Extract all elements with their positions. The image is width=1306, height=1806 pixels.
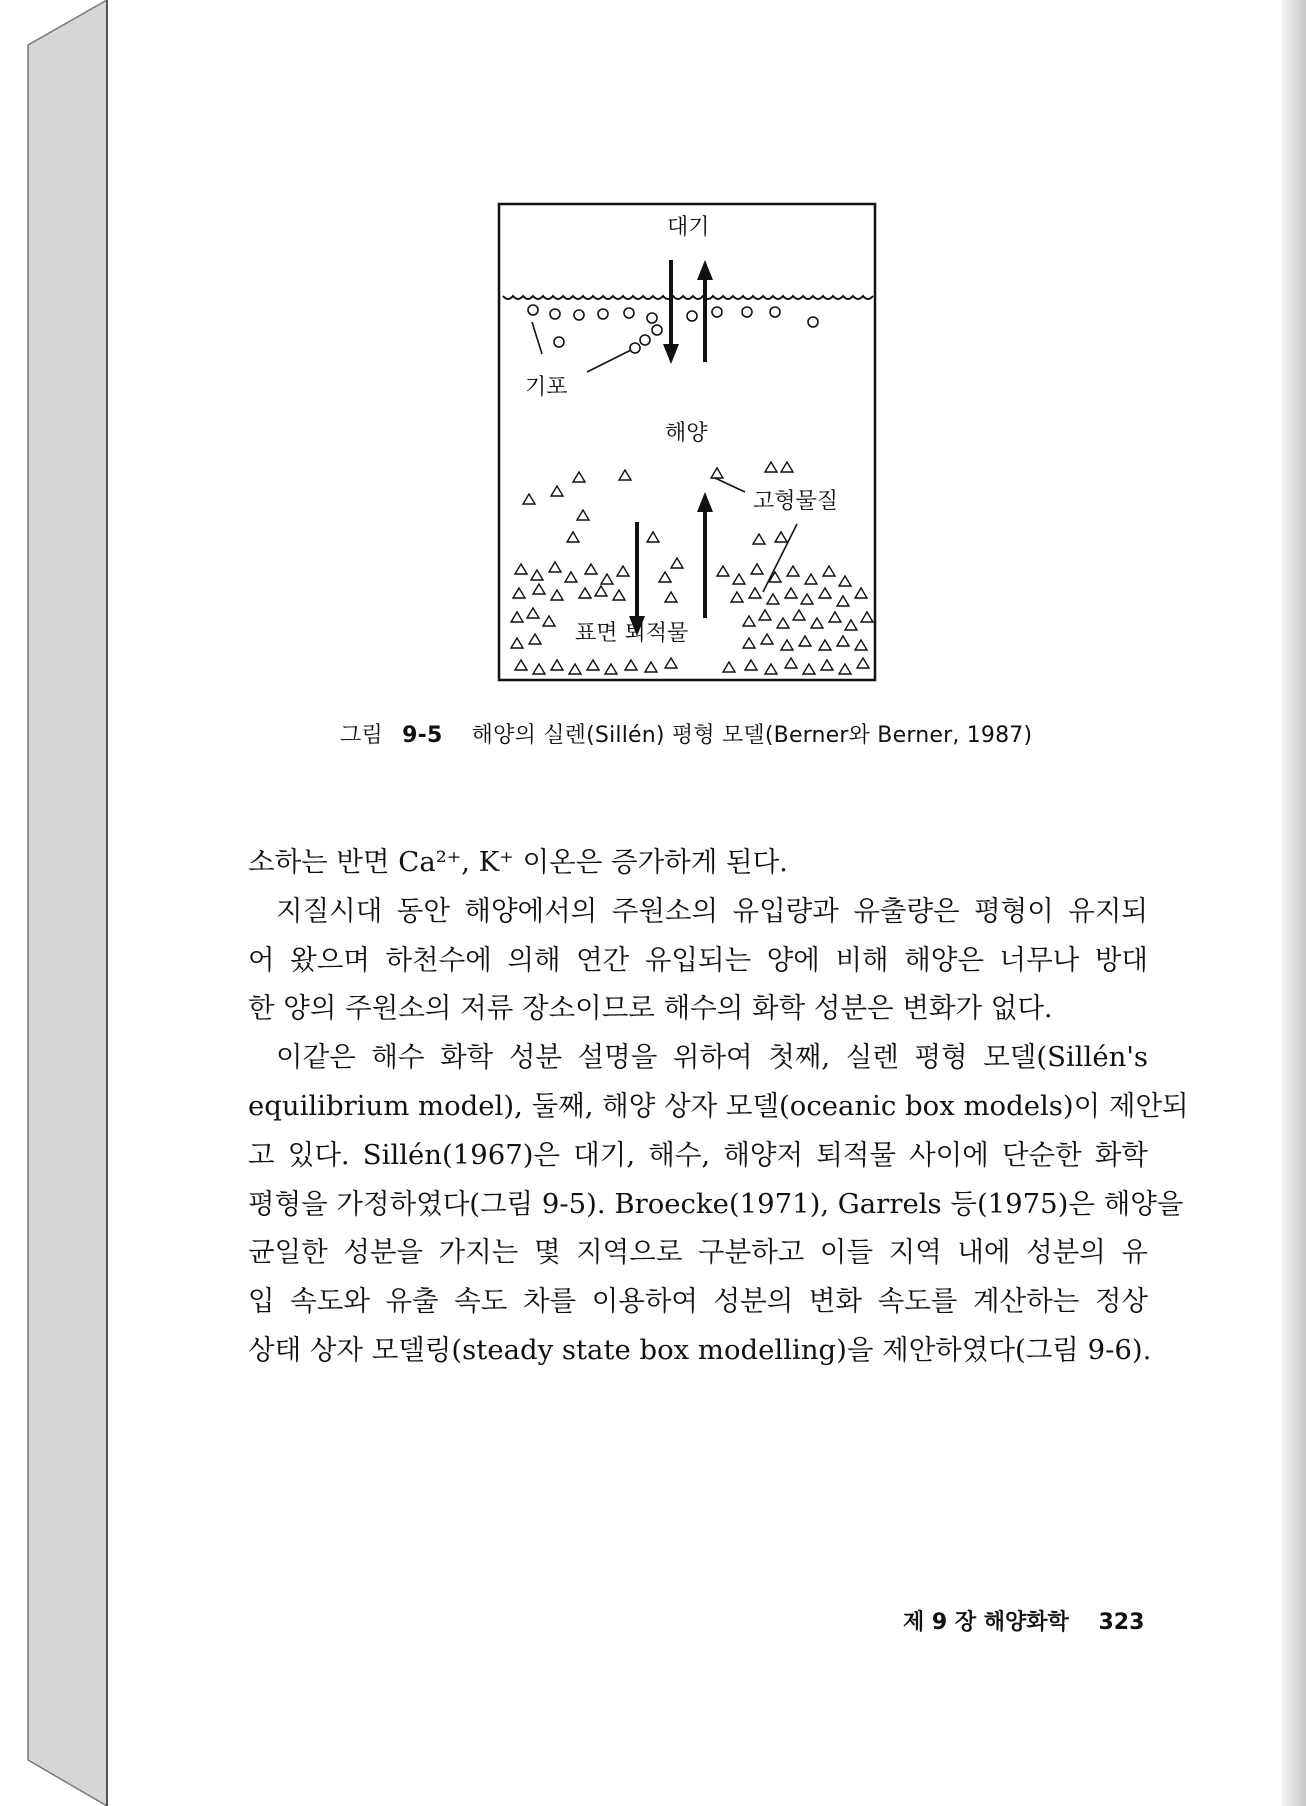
body-line-4: 한 양의 주원소의 저류 장소이므로 해수의 화학 성분은 변화가 없다. (248, 992, 1053, 1025)
body-line-9: 균일한 성분을 가지는 몇 지역으로 구분하고 이들 지역 내에 성분의 유 (248, 1236, 1148, 1269)
body-line-6: equilibrium model), 둘째, 해양 상자 모델(oceanic box models)이 제안되 (248, 1089, 1189, 1122)
body-line-8: 평형을 가정하였다(그림 9-5). Broecke(1971), Garrels 등(1975)은 해양을 (248, 1187, 1184, 1220)
body-line-11: 상태 상자 모델링(steady state box modelling)을 제안하였다(그림 9-6). (248, 1333, 1152, 1366)
caption-text: 해양의 실렌(Sillén) 평형 모델(Berner와 Berner, 1987) (471, 723, 1033, 748)
body-line-1: 소하는 반면 Ca²⁺, K⁺ 이온은 증가하게 된다. (248, 846, 788, 878)
caption-label: 그림 (340, 723, 383, 748)
figure-caption (340, 718, 1080, 749)
label-solids: 고형물질 (753, 489, 839, 514)
body-line-7: 고 있다. Sillén(1967)은 대기, 해수, 해양저 퇴적물 사이에 단순한 화학 (248, 1138, 1148, 1171)
sea-surface-wave (503, 296, 873, 299)
footer-chapter: 제 9 장 해양화학 (903, 1610, 1069, 1635)
body-line-2: 지질시대 동안 해양에서의 주원소의 유입량과 유출량은 평형이 유지되 (276, 894, 1148, 927)
body-line-3: 어 왔으며 하천수에 의해 연간 유입되는 양에 비해 해양은 너무나 방대 (248, 943, 1148, 976)
body-line-5: 이같은 해수 화학 성분 설명을 위하여 첫째, 실렌 평형 모델(Sillén's (276, 1041, 1148, 1074)
caption-number: 9-5 (402, 723, 443, 748)
label-bubbles: 기포 (525, 375, 568, 400)
running-footer (903, 1605, 1144, 1636)
page-right-shade (1281, 0, 1306, 1806)
label-ocean: 해양 (665, 421, 708, 446)
label-atmosphere: 대기 (667, 215, 710, 240)
body-text (248, 838, 1189, 1375)
page-number: 323 (1098, 1610, 1145, 1635)
label-surface-sediment: 표면 퇴적물 (575, 621, 689, 646)
body-line-10: 입 속도와 유출 속도 차를 이용하여 성분의 변화 속도를 계산하는 정상 (248, 1285, 1148, 1318)
sillen-equilibrium-diagram (495, 202, 880, 684)
